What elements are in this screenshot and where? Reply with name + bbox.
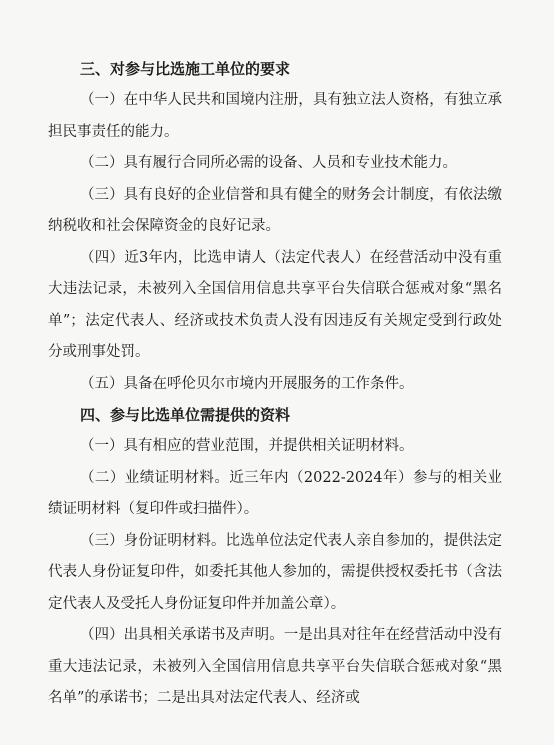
section-4-item-4: （四）出具相关承诺书及声明。一是出具对往年在经营活动中没有重大违法记录，未被列入全国信用信息共享平台失信联合惩戒对象“黑名单”的承诺书；二是出具对法定代表人、经济或 <box>48 627 502 706</box>
section-4-heading: 四、参与比选单位需提供的资料 <box>80 406 291 424</box>
section-3-item-3: （三）具有良好的企业信誉和具有健全的财务会计制度，有依法缴纳税收和社会保障资金的良好记录。 <box>48 186 502 234</box>
section-3-item-1: （一）在中华人民共和国境内注册，具有独立法人资格，有独立承担民事责任的能力。 <box>48 92 502 140</box>
section-3-item-5: （五）具备在呼伦贝尔市境内开展服务的工作条件。 <box>80 375 414 392</box>
section-3-item-2: （二）具有履行合同所必需的设备、人员和专业技术能力。 <box>80 155 457 171</box>
section-3-heading: 三、对参与比选施工单位的要求 <box>80 60 291 78</box>
section-4-item-2: （二）业绩证明材料。近三年内（2022-2024年）参与的相关业绩证明材料（复印件或扫描件）。 <box>48 469 502 517</box>
section-4-item-3: （三）身份证明材料。比选单位法定代表人亲自参加的，提供法定代表人身份证复印件，如委托其他人参加的，需提供授权委托书（含法定代表人及受托人身份证复印件并加盖公章）。 <box>48 532 502 612</box>
section-3-item-4: （四）近3年内，比选申请人（法定代表人）在经营活动中没有重大违法记录，未被列入全国信用信息共享平台失信联合惩戒对象“黑名单”；法定代表人、经济或技术负责人没有因违反有关规定受到行政处分或刑事处罚。 <box>48 249 502 360</box>
section-4-item-1: （一）具有相应的营业范围，并提供相关证明材料。 <box>80 438 414 454</box>
